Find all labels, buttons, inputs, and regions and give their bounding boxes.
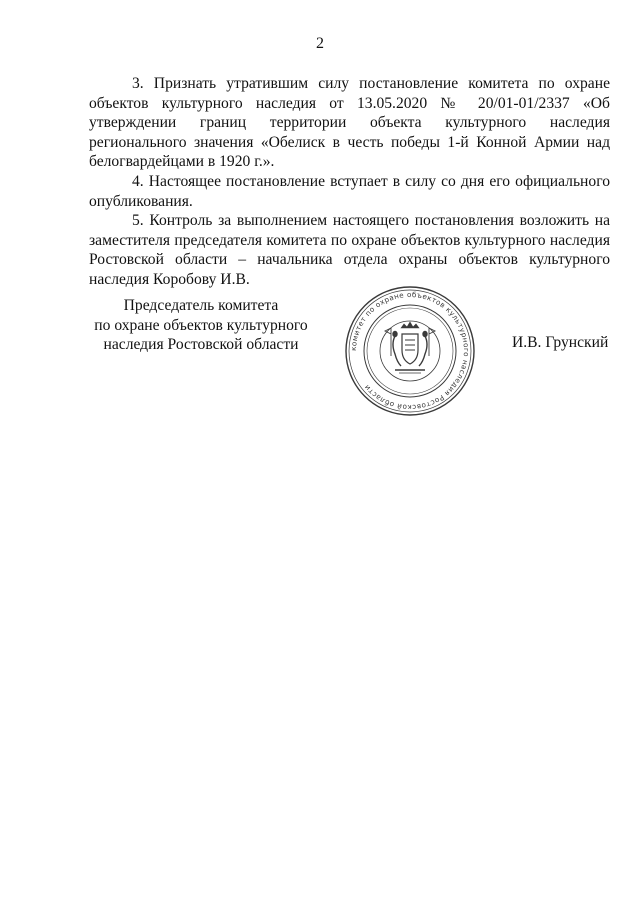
- signature-title-line: наследия Ростовской области: [103, 336, 299, 354]
- coat-of-arms-icon: [385, 322, 435, 373]
- page-number: 2: [316, 35, 324, 52]
- seal-ring-text: комитет по охране объектов культурного наследия Ростовской области: [348, 289, 472, 413]
- paragraph-item-5: 5. Контроль за выполнением настоящего постановления возложить на заместителя председателя комитета по охране объектов культурного наследия Ростовской области – начальника отдела охраны объектов культурного наследия Коробову И.В.: [89, 212, 610, 288]
- paragraph-item-4: 4. Настоящее постановление вступает в силу со дня его официального опубликования.: [89, 172, 610, 210]
- paragraph-item-3: 3. Признать утратившим силу постановление комитета по охране объектов культурного наследия от 13.05.2020 № 20/01-01/2337 «Об утверждении границ территории объекта культурного наследия регионального значения «Обелиск в честь победы 1-й Конной Армии над белогвардейцами в 1920 г.».: [89, 75, 610, 171]
- signature-title-line: по охране объектов культурного: [94, 316, 308, 334]
- signature-title-block: [80, 296, 322, 355]
- signer-name: И.В. Грунский: [512, 334, 609, 351]
- official-seal-icon: [343, 284, 477, 418]
- document-body: [89, 74, 610, 290]
- signature-title-line: Председатель комитета: [123, 297, 279, 314]
